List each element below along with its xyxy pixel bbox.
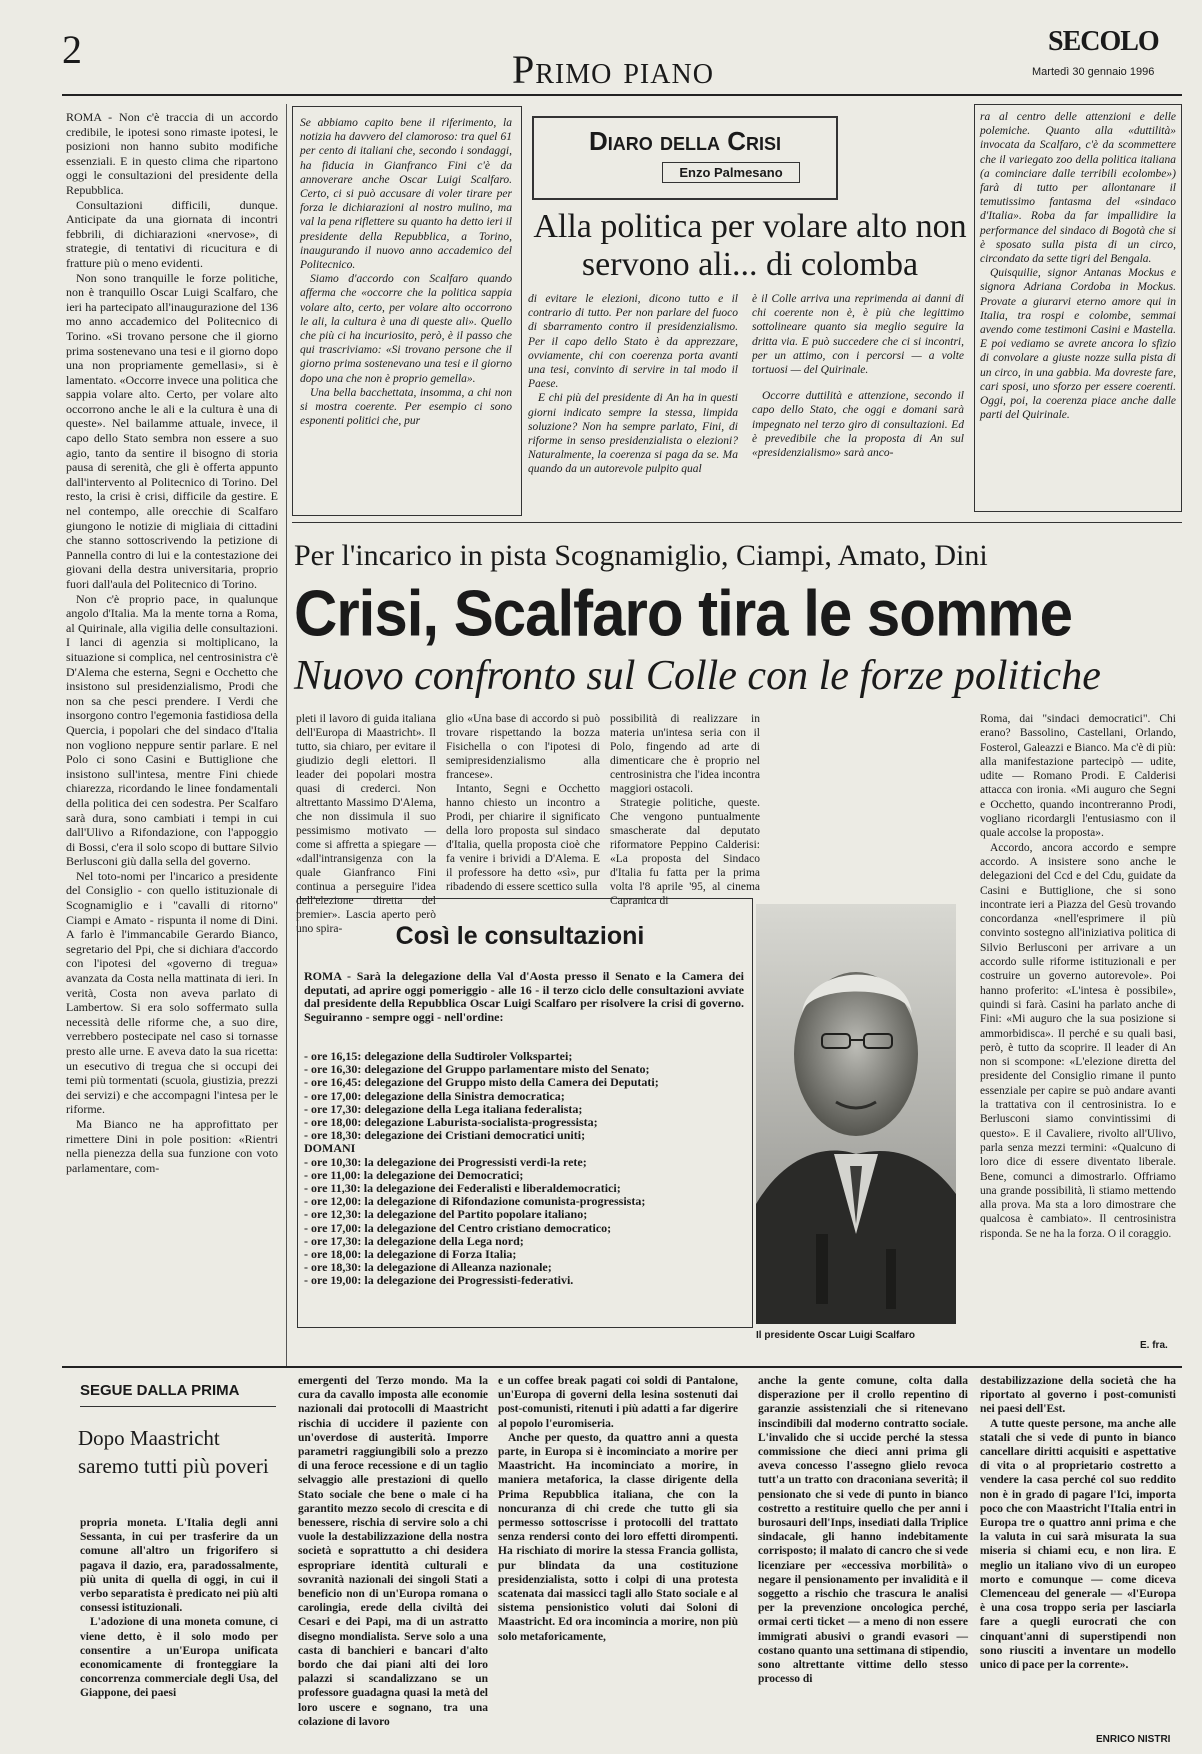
schedule-item: - ore 18,00: la delegazione di Forza Italia; <box>304 1247 517 1262</box>
section-divider <box>292 522 1182 523</box>
main-kicker: Per l'incarico in pista Scognamiglio, Ciampi, Amato, Dini <box>294 539 988 572</box>
main-signature: E. fra. <box>1140 1340 1168 1351</box>
segue-paragraph: e un coffee break pagati coi soldi di Pantalone, un'Europa di governi della lesina sostenuti dai post-comunisti, ritenuti i più adatti a far digerire al popolo l'euromiseria. <box>498 1375 738 1430</box>
segue-column <box>980 1374 1176 1728</box>
main-story-column <box>446 712 600 893</box>
bottom-section-rule <box>62 1366 1182 1368</box>
schedule-item: - ore 18,00: delegazione Laburista-socialista-progressista; <box>304 1115 598 1130</box>
diary-title: Diaro della Crisi <box>588 126 781 156</box>
schedule-item: - ore 17,30: delegazione della Lega italiana federalista; <box>304 1101 583 1116</box>
section-title: Primo piano <box>512 47 714 92</box>
segue-paragraph: destabilizzazione della società che ha riportato al governo i post-comunisti nei paesi dell'Est. <box>980 1375 1176 1416</box>
segue-label: SEGUE DALLA PRIMA <box>80 1382 240 1399</box>
schedule-item: - ore 16,45: delegazione del Gruppo misto della Camera dei Deputati; <box>304 1075 659 1090</box>
main-paragraph: Accordo, ancora accordo e sempre accordo. A insistere sono anche le delegazioni del Ccd e del Cdu, guidate da Casini e Buttiglione, che si sono incontrate ieri a Piazza del Gesù trovando concordanza «nell'esprimere il più convinto sostegno all'iniziativa politica di Silvio Berlusconi per arrivare a un accordo sulle riforme istituzionali e per costruire un governo autorevole». Poi hanno proferito: «L'intesa è possibile», quindi si farà. Casini ha parlato anche di Fini: «Mi auguro che la sua posizione si ammorbidisca». Il perché e su quali basi, però, è tutto da scoprire. Il leader di An non si scompone: «L'elezione diretta del presidente del Consiglio rimane il punto essenziale per capire se può andare avanti la trattativa con il centrosinistra. Io e Berlusconi siamo convintissimi di questo». E il Cavaliere, rivolto all'Ulivo, parla senza mezzi termini: «Qualcuno di loro dice di essere diventato liberale. Bene, comunci a dimostrarlo. Offriamo una grande possibilità, lì stiamo mettendo alla prova. Ma sta a loro dimostrare che qualcosa è cambiato». Il centrosinistra risponda. Se ne ha la forza. O il coraggio. <box>980 841 1176 1240</box>
newspaper-masthead: SECOLO <box>1048 26 1159 57</box>
schedule-item: - ore 16,30: delegazione del Gruppo parlamentare misto del Senato; <box>304 1062 650 1077</box>
header-rule <box>62 94 1182 96</box>
diary-paragraph: è il Colle arriva una reprimenda ai danni di chi coerente non è, è più che legittimo sottolineare quanto sia meglio seguire la dritta via. E può succedere che ci si incontri, per un attimo, con i percorsi — a volte tortuosi — del Quirinale. <box>752 293 964 377</box>
scalfaro-photo <box>756 904 956 1324</box>
photo-caption: Il presidente Oscar Luigi Scalfaro <box>756 1330 915 1341</box>
schedule-day-label: DOMANI <box>304 1141 356 1156</box>
consultations-title: Così le consultazioni <box>395 922 645 950</box>
consultations-intro: ROMA - Sarà la delegazione della Val d'Aosta presso il Senato e la Camera dei deputati, ad aprire oggi pomeriggio - alle 16 - il terzo ciclo delle consultazioni avviate dal presidente della Repubblica Oscar Luigi Scalfaro per risolvere la crisi di governo. Seguiranno - sempre oggi - nell'ordine: <box>304 969 744 1024</box>
consultations-schedule <box>304 1050 744 1288</box>
lead-paragraph: Consultazioni difficili, dunque. Anticipate da una giornata di incontri febbrili, di dichiarazioni «nervose», di strategie, di tentativi di ricucitura e di fratture più o meno evidenti. <box>66 197 278 270</box>
segue-paragraph: L'adozione di una moneta comune, ci viene detto, è il solo modo per consentire a un'Europa unificata economicamente di fronteggiare la concorrenza commerciale degli Usa, del Giappone, dei paesi <box>80 1616 278 1700</box>
segue-rule <box>80 1406 276 1407</box>
segue-signature: ENRICO NISTRI <box>1096 1734 1171 1745</box>
segue-paragraph: emergenti del Terzo mondo. Ma la cura da cavallo imposta alle economie nazionali dai protocolli di Maastricht rischia di uccidere il paziente con un'overdose di austerità. Imporre parametri raggiungibili solo a prezzo di una feroce recessione e di un taglio selvaggio alle prestazioni di quello Stato sociale che bene o male ci ha garantito mezzo secolo di crescita e di benessere, rischia di servire solo a chi vuole la destabilizzazione della nostra società e soprattutto a chi desidera espropriare identità culturali e sovranità nazionali dei singoli Stati a beneficio non di un'Europa romana o carolingia, erede della civiltà dei Cesari e dei Papi, ma di un astratto disegno mondialista. Serve solo a una casta di banchieri e bancari d'alto bordo che dai piani alti dei loro palazzi si scandalizzano se un professore guadagna quasi la metà del loro uscere e sognano, tra una colazione di lavoro <box>298 1375 488 1728</box>
diary-paragraph: ra al centro delle attenzioni e delle polemiche. Quanto alla «duttilità» invocata da Scalfaro, c'è da scommettere che il variegato zoo della politica italiana (a cominciare dalle terribili ecolombe») farà di tutto per allontanare il temutissimo fantasma del «sindaco d'Italia». Roba da far impallidire la performance del sindaco di Bogotà che si è sposato sulla pista di un circo, circondato da sette tigri del Bengala. <box>980 111 1176 266</box>
main-paragraph: glio «Una base di accordo si può trovare rispettando la bozza Fisichella o con l'ipotesi di semipresidenzialismo alla francese». <box>446 713 600 781</box>
main-paragraph: possibilità di realizzare in materia un'intesa seria con il Polo, fingendo ad arte di dimenticare che è proprio nel centrosinistra che l'idea incontra maggiori ostacoli. <box>610 713 760 795</box>
segue-headline: Dopo Maastricht saremo tutti più poveri <box>78 1426 269 1478</box>
main-paragraph: Roma, dai "sindaci democratici". Chi erano? Bassolino, Castellani, Orlando, Fosterol, Galeazzi e Bianco. Ma c'è di più: alla manifestazione partecipò — udite, udite — Romano Prodi. E Calderisi attacca con ironia. «Mi auguro che Segni e Occhetto, quando incontreranno Prodi, vogliano ricordargli l'entusiasmo con il quale accolse la proposta». <box>980 713 1176 840</box>
diary-headline: Alla politica per volare alto non servono ali... di colomba <box>533 208 967 283</box>
main-paragraph: Strategie politiche, queste. Che vengono puntualmente smascherate dal deputato riformatore Peppino Calderisi: «La proposta del Sindaco d'Italia fu fatta per la prima volta l'8 aprile '95, al cinema Capranica di <box>610 797 760 907</box>
lead-paragraph: Non sono tranquille le forze politiche, non è tranquillo Oscar Luigi Scalfaro, che ieri ha partecipato all'inaugurazione del 136 mo anno accademico del Politecnico di Torino. «Si trovano persone che il giorno prima sostenevano una tesi e il giorno dopo una non propriamente gemellasi», si è lamentato. «Occorre invece una politica che sappia volare alto. Certo, per volare alto occorrono anche le ali e la cultura è una di queste». Nel bailamme attuale, invece, il capo dello Stato sembra non essere a suo agio, tanto da sentire il bisogno di storia pausa di serenità, che gli è offerta appunto dall'intervento al Politecnico di Torino. Del resto, la crisi è crisi, difficile da gestire. E nel contempo, alle orecchie di Scalfaro giungono le notizie di migliaia di cittadini che stanno sottoscrivendo la petizione di Pannella contro di lui e la contestazione dei giovani della destra universitaria, proprio fuori dall'aula del Politecnico di Torino. <box>66 270 278 591</box>
main-headline: Crisi, Scalfaro tira le somme <box>294 577 1073 650</box>
lead-story-column <box>66 110 278 1368</box>
segue-paragraph: propria moneta. L'Italia degli anni Sessanta, in cui per trasferire da un comune all'altro un frigorifero si pagava il dazio, era, paradossalmente, più unita di quella di oggi, in cui il verbo separatista è predicato nei più alti consessi istituzionali. <box>80 1517 278 1615</box>
diary-paragraph: Occorre duttilità e attenzione, secondo il capo dello Stato, che oggi e domani sarà impegnato nel terzo giro di consultazioni. Ed è prevedibile che la proposta di An sul «presidenzialismo» sarà anco- <box>752 390 964 460</box>
schedule-item: - ore 10,30: la delegazione dei Progressisti verdi-la rete; <box>304 1154 587 1169</box>
schedule-item: - ore 12,00: la delegazione di Rifondazione comunista-progressista; <box>304 1194 646 1209</box>
segue-column <box>298 1374 488 1750</box>
segue-paragraph: Anche per questo, da quattro anni a questa parte, in Europa si è incominciato a morire per Maastricht. Ha incominciato a morire, in maniera metaforica, la classe dirigente della Prima Repubblica italiana, che con la noncuranza di chi crede che tutto gli sia permesso sottoscrisse i protocolli del trattato senza rendersi conto dei loro effetti dirompenti. Ha rischiato di morire la stessa Francia gollista, pur blindata da una costituzione presidenzialista, sotto i colpi di una protesta scatenata dai massicci tagli allo Stato sociale e al sistema pensionistico voluti dai Soloni di Maastricht. Ed ora incomincia a morire, non più solo metaforicamente, <box>498 1431 738 1643</box>
main-paragraph: Intanto, Segni e Occhetto hanno chiesto un incontro a Prodi, per chiarire il significato della loro proposta sul sindaco d'Italia, quella proposta cioè che fa venire i brividi a D'Alema. E il professore ha detto «sì», pur ribadendo di essere scettico sulla <box>446 783 600 893</box>
schedule-item: - ore 17,00: delegazione della Sinistra democratica; <box>304 1088 565 1103</box>
page-number: 2 <box>62 27 82 72</box>
main-story-column <box>980 712 1176 1352</box>
editorial-paragraph: Siamo d'accordo con Scalfaro quando afferma che «occorre che la politica sappia volare alto, certo, per volare alto occorrono le ali, la cultura è una di queste ali». Quello che più ci ha incuriosito, però, è il passo che qui trascriviamo: «Si trovano persone che il giorno prima sostenevano una tesi e il giorno dopo una che non è proprio gemella». <box>300 273 512 385</box>
lead-paragraph: Ma Bianco ne ha approfittato per rimettere Dini in pole position: «Rientri nella pienezza della sua funzione con voto parlamentare, com- <box>66 1116 278 1175</box>
segue-column <box>758 1374 968 1750</box>
main-paragraph: pleti il lavoro di guida italiana dell'Europa di Maastricht». Il tutto, sia chiaro, per evitare il giudizio degli elettori. Il leader dei popolari mostra quasi di crederci. Non altrettanto Massimo D'Alema, che non dissimula il suo pessimismo motivato — come si affretta a spiegare — «dall'intransigenza con la quale Gianfranco Fini continua a perseguire l'idea dell'elezione diretta del premier». Lascia aperto però uno spira- <box>296 713 436 935</box>
editorial-text <box>300 116 512 510</box>
schedule-item: - ore 18,30: delegazione dei Cristiani democratici uniti; <box>304 1128 586 1143</box>
schedule-item: - ore 16,15: delegazione della Sudtiroler Volkspartei; <box>304 1049 573 1063</box>
editorial-paragraph: Una bella bacchettata, insomma, a chi non si mostra coerente. Per esempio ci sono esponenti politici che, pur <box>300 386 512 428</box>
diary-column <box>980 110 1176 510</box>
segue-column <box>80 1516 278 1750</box>
editorial-paragraph: Se abbiamo capito bene il riferimento, la notizia ha davvero del clamoroso: tra quel 61 per cento di italiani che, secondo i sondaggi, ha fiducia in Gianfranco Fini c'è da annoverare anche Oscar Luigi Scalfaro. Certo, ci si può accusare di voler tirare per forza le dichiarazioni al nostro mulino, ma val la pena riflettere su quanto ha detto ieri il presidente della Repubblica, a Torino, inaugurando il nuovo anno accademico del Politecnico. <box>300 117 512 272</box>
schedule-item: - ore 18,30: la delegazione di Alleanza nazionale; <box>304 1260 552 1275</box>
schedule-item: - ore 11,30: la delegazione dei Federalisti e liberaldemocratici; <box>304 1181 621 1196</box>
issue-date: Martedì 30 gennaio 1996 <box>1032 66 1155 78</box>
diary-author: Enzo Palmesano <box>662 162 800 183</box>
lead-paragraph: ROMA - Non c'è traccia di un accordo credibile, le ipotesi sono rimaste ipotesi, le posizioni non hanno subito modifiche essenziali. E in questo clima che ripartono oggi le consultazioni del presidente della Repubblica. <box>66 110 278 197</box>
diary-paragraph: di evitare le elezioni, dicono tutto e il contrario di tutto. Per non parlare del fuoco di sbarramento contro il presidenzialismo. Per il capo dello Stato è da apprezzare, ovviamente, chi con coerenza porta avanti una tesi, convinto di servire in tal modo il Paese. <box>528 293 738 391</box>
main-story-column <box>296 712 436 935</box>
schedule-item: - ore 17,30: la delegazione della Lega nord; <box>304 1233 524 1248</box>
schedule-item: - ore 11,00: la delegazione dei Democratici; <box>304 1167 524 1182</box>
segue-paragraph: anche la gente comune, colta dalla disperazione per il crollo repentino di garanzie assistenziali che si ritenevano inscindibili dal moderno contratto sociale. L'invalido che si uccide perché la stessa commissione che dieci anni prima gli aveva concesso l'assegno glielo revoca tutt'a un tratto con draconiana severità; il pensionato che si vede di punto in bianco costretto a restituire quello che per anni i burosauri dell'Inps, insediati dalla Triplice sindacale, gli hanno indebitamente corrisposto; il malato di cancro che si vede licenziare per «eccessiva morbilità» o negare il pensionamento per invalidità e il soggetto a rischio che trascura le analisi per la prevenzione oncologica perché, ormai certi ticket — a meno di non essere immigrati abusivi o grandi evasori — costano quanto una settimana di stipendio, sono altrettante vittime dello stesso processo di <box>758 1375 968 1686</box>
segue-column <box>498 1374 738 1750</box>
lead-paragraph: Non c'è proprio pace, in qualunque angolo d'Italia. Ma la mente torna a Roma, al Quirinale, alla vigilia delle consultazioni. I lanci di agenzia si moltiplicano, la situazione si complica, nel centrosinistra c'è D'Alema che esterna, Segni e Occhetto che insistono sul presidenzialismo, Prodi che non sa che pesci prendere. I Verdi che insorgono contro l'egemonia fastidiosa della Quercia, i popolari che del sindaco d'Italia non vogliono neppure sentir parlare. E nel Polo ci sono Casini e Buttiglione che insistono sull'intesa, mentre Fini chiede chiarezza, ricordando le linee fondamentali della politica dei cen sodestra. Per Scalfaro sarà dura, sono cambiati i tempi in cui dall'Ulivo a Rifondazione, con l'appoggio di Bossi, c'era il solo scopo di buttare Silvio Berlusconi giù dalla sella del governo. <box>66 591 278 869</box>
diary-column <box>752 292 964 512</box>
schedule-item: - ore 17,00: la delegazione del Centro cristiano democratico; <box>304 1220 612 1235</box>
column-rule <box>286 104 287 1366</box>
schedule-item: - ore 19,00: la delegazione dei Progressisti-federativi. <box>304 1273 574 1288</box>
diary-paragraph: E chi più del presidente di An ha in questi giorni indicato sempre la stessa, limpida soluzione? Non ha sempre parlato, Fini, di riforme in senso presidenzialista o elezioni? Naturalmente, la coerenza si paga da se. Ma quando da un autorevole pulpito qual <box>528 392 738 476</box>
diary-paragraph: Quisquilie, signor Antanas Mockus e signora Adriana Cordoba in Mockus. Provate a giurarvi eterno amore qui in Italia, tra rospi e colombe, semmai avendo come testimoni Casini e Mastella. E poi vediamo se avrete ancora lo sfizio di convolare a giuste nozze sulla pista di un circo, in una gabbia. Ma dovreste fare, cari sposi, uno sforzo per essere coerenti. Oggi, poi, la coerenza piace anche dalle parti del Quirinale. <box>980 267 1176 422</box>
lead-paragraph: Nel toto-nomi per l'incarico a presidente del Consiglio - con quello istituzionale di Scognamiglio e i "cavalli di ritorno" Ciampi e Amato - rispunta il nome di Dini. A farlo è l'immancabile Gerardo Bianco, segretario del Ppi, che si dichiara d'accordo con l'ipotesi del «governo di tregua» avanzata da Costa nella mattinata di ieri. In verità, Costa non aveva parlato di Lambertow. Si era solo soffermato sulla necessità delle riforme che, a suo dire, verrebbero postecipate nel caso si tornasse presto alle urne. E aveva dato la sua ricetta: un esecutivo di tregua che si occupi dei temi più tormentati (scuola, giustizia, prezzi dei servizi) e che accompagni l'intesa per le riforme. <box>66 868 278 1117</box>
diary-column <box>528 292 738 512</box>
schedule-item: - ore 12,30: la delegazione del Partito popolare italiano; <box>304 1207 588 1222</box>
segue-paragraph: A tutte queste persone, ma anche alle statali che si vede di punto in bianco cancellare diritti acquisiti e aspettative di vita o al proprietario costretto a vendere la casa perché col suo reddito non è in grado di pagare l'Ici, importa poco che con Maastricht l'Italia entri in Europa tre o quattro anni prima e che la valuta in cui sarà misurata la sua miseria si chiami ecu, e non lira. E meglio un italiano vivo di un europeo morto e comunque — come diceva Clemenceau del generale — «l'Europa è una cosa troppo seria per lasciarla fare a quegli eurocrati che con cinquant'anni di superstipendi non sono riusciti a inventare un modello unico di pace per la corrente». <box>980 1417 1176 1672</box>
main-subheadline: Nuovo confronto sul Colle con le forze politiche <box>294 653 1101 699</box>
main-story-column <box>610 712 760 907</box>
